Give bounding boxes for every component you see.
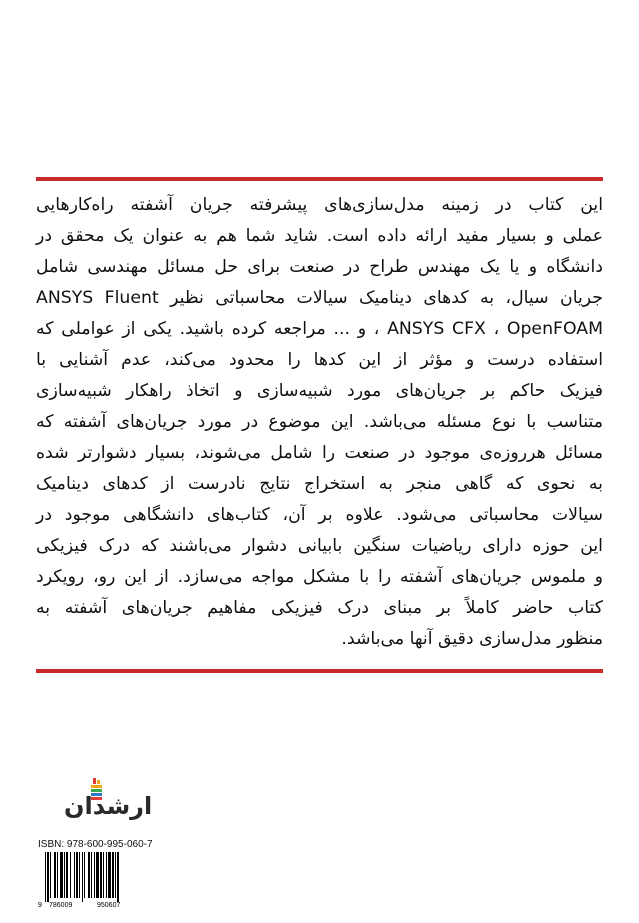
blurb-line: متناسب با نوع مسئله می‌باشد. این موضوع در مورد جریان‌های آشفته که	[36, 412, 603, 432]
publisher-logo	[64, 778, 153, 826]
barcode-digits-mid: 786009	[49, 902, 73, 909]
blurb-line: کتاب حاضر کاملاً بر مبنای درک فیزیکی مفاهیم جریان‌های آشفته به	[36, 598, 603, 618]
blurb-line: منظور مدل‌سازی دقیق آنها می‌باشد.	[341, 629, 603, 649]
barcode-digits-right: 950607	[97, 902, 121, 909]
back-cover-blurb	[36, 190, 603, 655]
barcode-digit-left: 9	[38, 902, 42, 909]
barcode	[37, 852, 147, 909]
blurb-line: مسائل هرروزه‌ی موجود در صنعت را شامل می‌شوند، بسیار دشوارتر شده	[36, 443, 603, 463]
blurb-line: سیالات محاسباتی می‌شود. علاوه بر آن، کتاب‌های دانشگاهی موجود در	[36, 505, 603, 525]
blurb-line: این حوزه دارای ریاضیات سنگین بابیانی دشوار می‌باشند که درک فیزیکی	[36, 536, 603, 556]
bottom-red-rule	[36, 669, 603, 673]
blurb-line: عملی و بسیار مفید ارائه داده است. شاید شما هم به عنوان یک محقق در	[36, 226, 603, 246]
isbn-text: ISBN: 978-600-995-060-7	[38, 839, 153, 850]
publisher-name: ارشدان	[64, 792, 153, 820]
blurb-line: جریان سیال، به کدهای دینامیک سیالات محاسباتی نظیر ANSYS Fluent	[36, 288, 603, 308]
blurb-line: ANSYS CFX ، OpenFOAM ، و ... مراجعه کرده باشید. یکی از عواملی که	[36, 319, 603, 339]
blurb-line: دانشگاه و یا یک مهندس طراح در صنعت برای حل مسائل مهندسی شامل	[36, 257, 603, 277]
blurb-line: این کتاب در زمینه مدل‌سازی‌های پیشرفته جریان آشفته راه‌کارهایی	[36, 195, 603, 215]
blurb-line: به نحوی که گاهی منجر به استخراج نتایج نادرست از کدهای دینامیک	[36, 474, 603, 494]
blurb-line: و ملموس جریان‌های آشفته را با مشکل مواجه می‌سازد. از این رو، رویکرد	[36, 567, 603, 587]
blurb-line: فیزیک حاکم بر جریان‌های مورد شبیه‌سازی و اتخاذ راهکار شبیه‌سازی	[36, 381, 603, 401]
blurb-line: استفاده درست و مؤثر از این کدها را محدود می‌کند، عدم آشنایی با	[36, 350, 603, 370]
top-red-rule	[36, 177, 603, 181]
